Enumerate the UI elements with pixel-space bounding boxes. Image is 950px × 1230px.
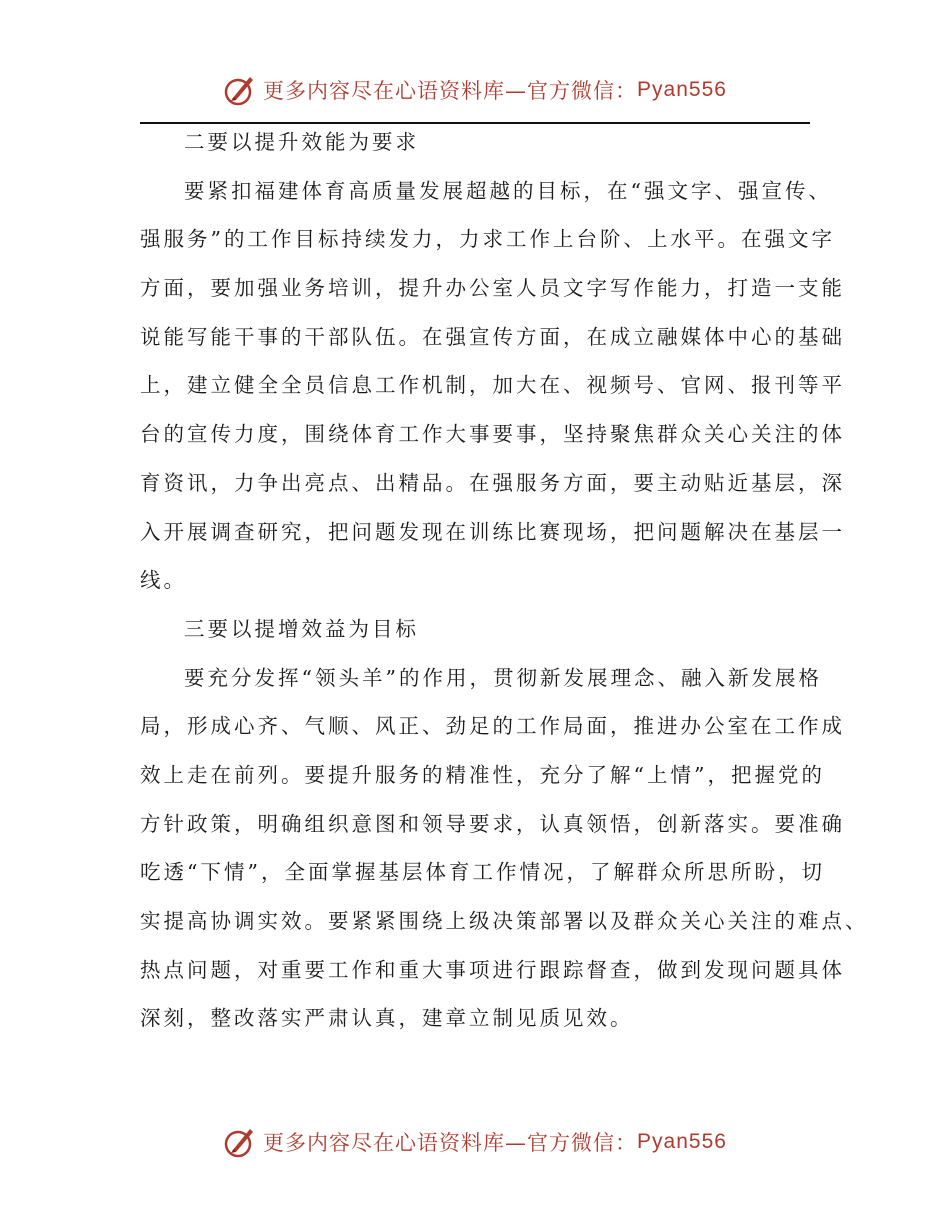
section-heading: 二要以提升效能为要求 (184, 130, 419, 154)
paragraph-line: 育资讯，力争出亮点、出精品。在强服务方面，要主动贴近基层，深 (140, 470, 845, 495)
paragraph-line: 线。 (140, 568, 187, 593)
paragraph-line: 方针政策，明确组织意图和领导要求，认真领悟，创新落实。要准确 (140, 811, 845, 836)
paragraph-line: 热点问题，对重要工作和重大事项进行跟踪督查，做到发现问题具体 (140, 957, 845, 982)
paragraph-line: 深刻，整改落实严肃认真，建章立制见质见效。 (140, 1006, 634, 1031)
header-wechat-id: Pyan556 (637, 78, 727, 101)
paragraph-line: 效上走在前列。要提升服务的精准性，充分了解“上情”，把握党的 (140, 762, 825, 787)
footer-brand (0, 1122, 950, 1162)
paragraph-line: 要紧扣福建体育高质量发展超越的目标，在“强文字、强宣传、 (184, 178, 832, 203)
paragraph-line: 说能写能干事的干部队伍。在强宣传方面，在成立融媒体中心的基础 (140, 324, 845, 349)
header-brand (0, 70, 950, 110)
paragraph-line: 方面，要加强业务培训，提升办公室人员文字写作能力，打造一支能 (140, 276, 845, 301)
header-brand-text: 更多内容尽在心语资料库—官方微信： (263, 79, 638, 103)
paragraph-line: 上，建立健全全员信息工作机制，加大在、视频号、官网、报刊等平 (140, 373, 845, 398)
footer-wechat-id: Pyan556 (637, 1130, 727, 1153)
paragraph-line: 强服务”的工作目标持续发力，力求工作上台阶、上水平。在强文字 (140, 227, 835, 252)
section-heading: 三要以提增效益为目标 (184, 616, 419, 641)
quill-logo-icon (223, 73, 257, 107)
paragraph-line: 局，形成心齐、气顺、风正、劲足的工作局面，推进办公室在工作成 (140, 714, 845, 739)
quill-logo-icon (223, 1125, 257, 1159)
document-body (140, 118, 869, 1043)
footer-brand-text: 更多内容尽在心语资料库—官方微信： (263, 1131, 638, 1155)
paragraph-line: 实提高协调实效。要紧紧围绕上级决策部署以及群众关心关注的难点、 (140, 909, 869, 933)
paragraph-line: 吃透“下情”，全面掌握基层体育工作情况，了解群众所思所盼，切 (140, 860, 825, 885)
paragraph-line: 要充分发挥“领头羊”的作用，贯彻新发展理念、融入新发展格 (184, 665, 822, 690)
paragraph-line: 台的宣传力度，围绕体育工作大事要事，坚持聚焦群众关心关注的体 (140, 422, 845, 447)
paragraph-line: 入开展调查研究，把问题发现在训练比赛现场，把问题解决在基层一 (140, 519, 845, 544)
